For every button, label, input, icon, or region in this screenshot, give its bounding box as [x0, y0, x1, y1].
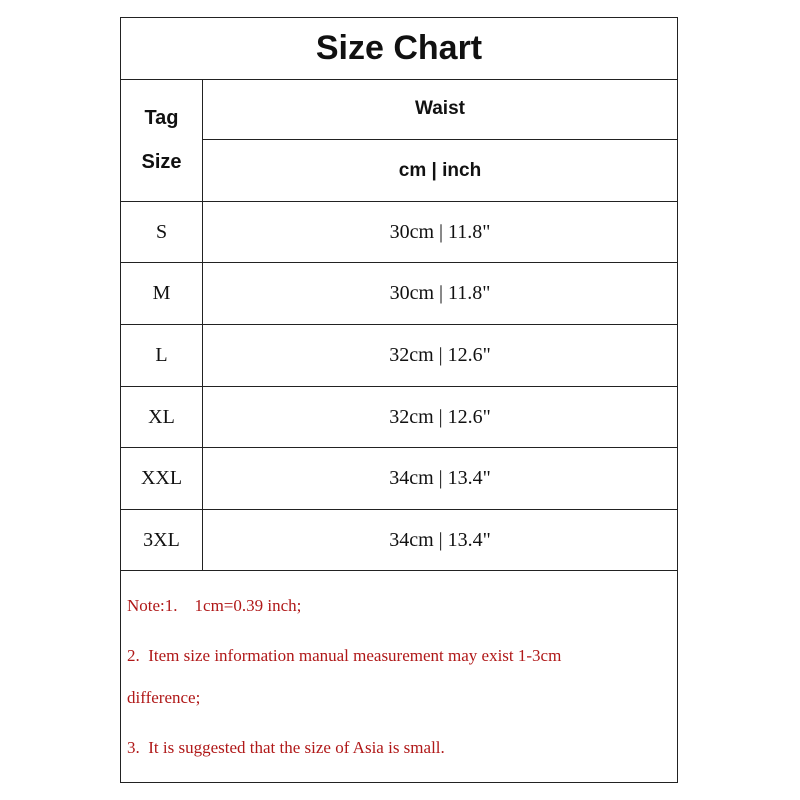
- units-header: cm | inch: [203, 140, 678, 202]
- notes-section: [121, 570, 677, 782]
- note-3: 3. It is suggested that the size of Asia is small.: [127, 738, 445, 757]
- tag-header-line1: Tag: [144, 107, 179, 129]
- note-1: Note:1. 1cm=0.39 inch;: [127, 596, 302, 615]
- tag-header-line2: Size: [141, 151, 182, 173]
- table-row: [121, 510, 677, 571]
- table-row: [121, 263, 677, 325]
- size-cell: XXL: [121, 448, 203, 510]
- table-row: [121, 325, 677, 387]
- units-row: [121, 140, 677, 202]
- waist-cell: 32cm | 12.6": [203, 387, 678, 448]
- waist-cell: 34cm | 13.4": [203, 510, 678, 571]
- chart-title: Size Chart: [121, 18, 677, 80]
- size-cell: M: [121, 263, 203, 325]
- size-chart: [120, 17, 678, 783]
- waist-cell: 30cm | 11.8": [203, 202, 678, 263]
- waist-header: Waist: [203, 79, 678, 140]
- note-2: 2. Item size information manual measurement may exist 1-3cm: [127, 646, 562, 665]
- waist-cell: 30cm | 11.8": [203, 263, 678, 325]
- note-2-continued: difference;: [127, 688, 201, 707]
- size-table: [121, 79, 677, 571]
- size-cell: L: [121, 325, 203, 387]
- table-row: [121, 387, 677, 448]
- waist-cell: 34cm | 13.4": [203, 448, 678, 510]
- waist-cell: 32cm | 12.6": [203, 325, 678, 387]
- table-row: [121, 448, 677, 510]
- size-cell: S: [121, 202, 203, 263]
- size-cell: XL: [121, 387, 203, 448]
- size-cell: 3XL: [121, 510, 203, 571]
- tag-size-header: [121, 79, 203, 202]
- header-row: [121, 79, 677, 140]
- table-row: [121, 202, 677, 263]
